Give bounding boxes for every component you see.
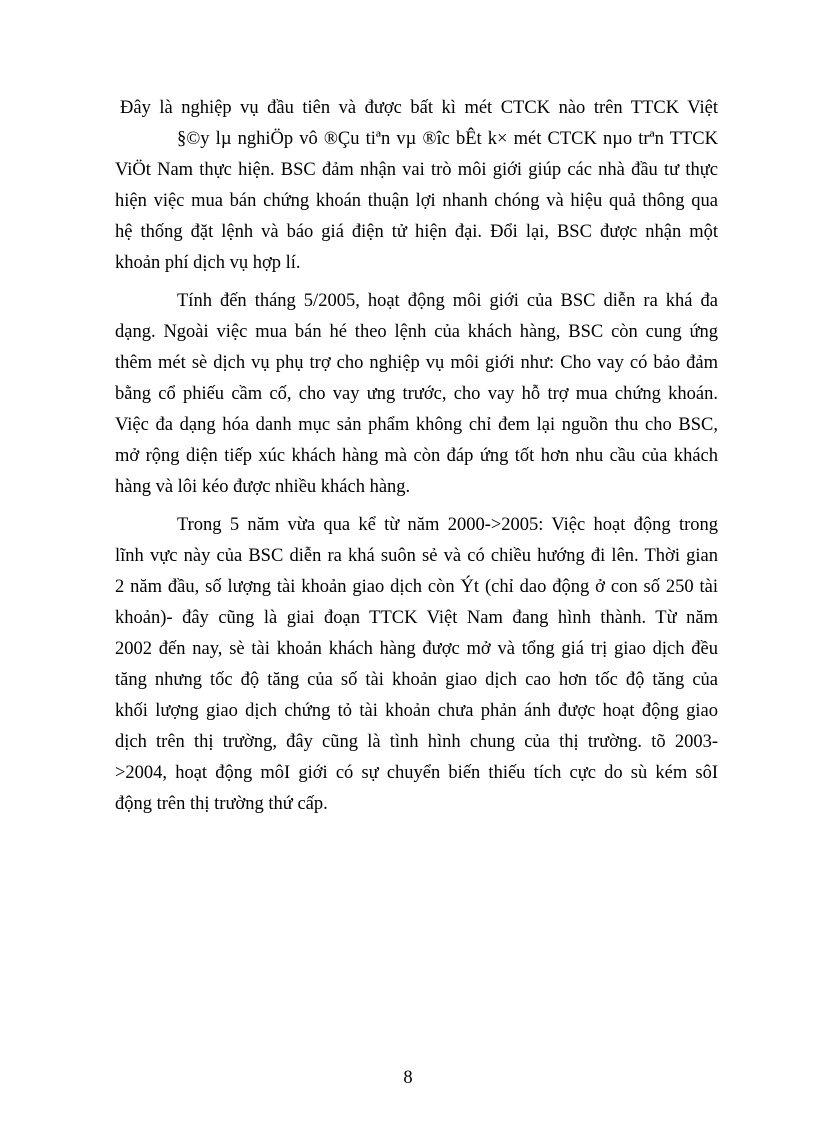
paragraph-1-line-5: hệ thống đặt lệnh và báo giá điện tử hiện đại. Đổi lại, BSC được nhận một	[115, 222, 718, 242]
paragraph-1-line-4: hiện việc mua bán chứng khoán thuận lợi nhanh chóng và hiệu quả thông qua	[115, 191, 718, 211]
paragraph-1-line-6: khoản phí dịch vụ hợp lí.	[115, 253, 301, 273]
paragraph-3-line-8: dịch trên thị trường, đây cũng là tình hình chung của thị trường. tõ 2003-	[115, 732, 718, 752]
paragraph-3-line-5: 2002 đến nay, sè tài khoản khách hàng được mở và tổng giá trị giao dịch đều	[115, 639, 718, 659]
paragraph-3-line-1: Trong 5 năm vừa qua kể từ năm 2000->2005: Việc hoạt động trong	[177, 515, 718, 535]
paragraph-3-line-9: >2004, hoạt động môI giới có sự chuyển biến thiếu tích cực do sù kém sôI	[115, 763, 718, 783]
paragraph-3-line-7: khối lượng giao dịch chứng tỏ tài khoản chưa phản ánh được hoạt động giao	[115, 701, 718, 721]
paragraph-2-line-3: thêm mét sè dịch vụ phụ trợ cho nghiệp vụ môi giới như: Cho vay có bảo đảm	[115, 353, 718, 373]
paragraph-2-line-4: bằng cổ phiếu cầm cố, cho vay ưng trước, cho vay hỗ trợ mua chứng khoán.	[115, 384, 718, 404]
paragraph-3-line-4: khoản)- đây cũng là giai đoạn TTCK Việt Nam đang hình thành. Từ năm	[115, 608, 718, 628]
paragraph-1-line-1: Đây là nghiệp vụ đầu tiên và được bất kì mét CTCK nào trên TTCK Việt	[120, 98, 718, 118]
paragraph-2-line-6: mở rộng diện tiếp xúc khách hàng mà còn đáp ứng tốt hơn nhu cầu của khách	[115, 446, 718, 466]
paragraph-3-line-6: tăng nhưng tốc độ tăng của số tài khoản giao dịch cao hơn tốc độ tăng của	[115, 670, 718, 690]
paragraph-2-line-7: hàng và lôi kéo được nhiều khách hàng.	[115, 477, 411, 497]
paragraph-2-line-5: Việc đa dạng hóa danh mục sản phẩm không chỉ đem lại nguồn thu cho BSC,	[115, 415, 718, 435]
page-number: 8	[403, 1068, 413, 1088]
paragraph-3-line-2: lĩnh vực này của BSC diễn ra khá suôn sẻ và có chiều hướng đi lên. Thời gian	[115, 546, 718, 566]
paragraph-2-line-1: Tính đến tháng 5/2005, hoạt động môi giới của BSC diễn ra khá đa	[177, 291, 718, 311]
paragraph-1-line-3: ViÖt Nam thực hiện. BSC đảm nhận vai trò môi giới giúp các nhà đầu tư thực	[115, 160, 718, 180]
paragraph-1-line-2: §©y lµ nghiÖp vô ®Çu tiªn vµ ®îc bÊt k× mét CTCK nµo trªn TTCK	[177, 129, 718, 149]
paragraph-3-line-3: 2 năm đầu, số lượng tài khoản giao dịch còn Ýt (chỉ dao động ở con số 250 tài	[115, 577, 718, 597]
paragraph-3-line-10: động trên thị trường thứ cấp.	[115, 794, 328, 814]
paragraph-2-line-2: dạng. Ngoài việc mua bán hé theo lệnh của khách hàng, BSC còn cung ứng	[115, 322, 718, 342]
